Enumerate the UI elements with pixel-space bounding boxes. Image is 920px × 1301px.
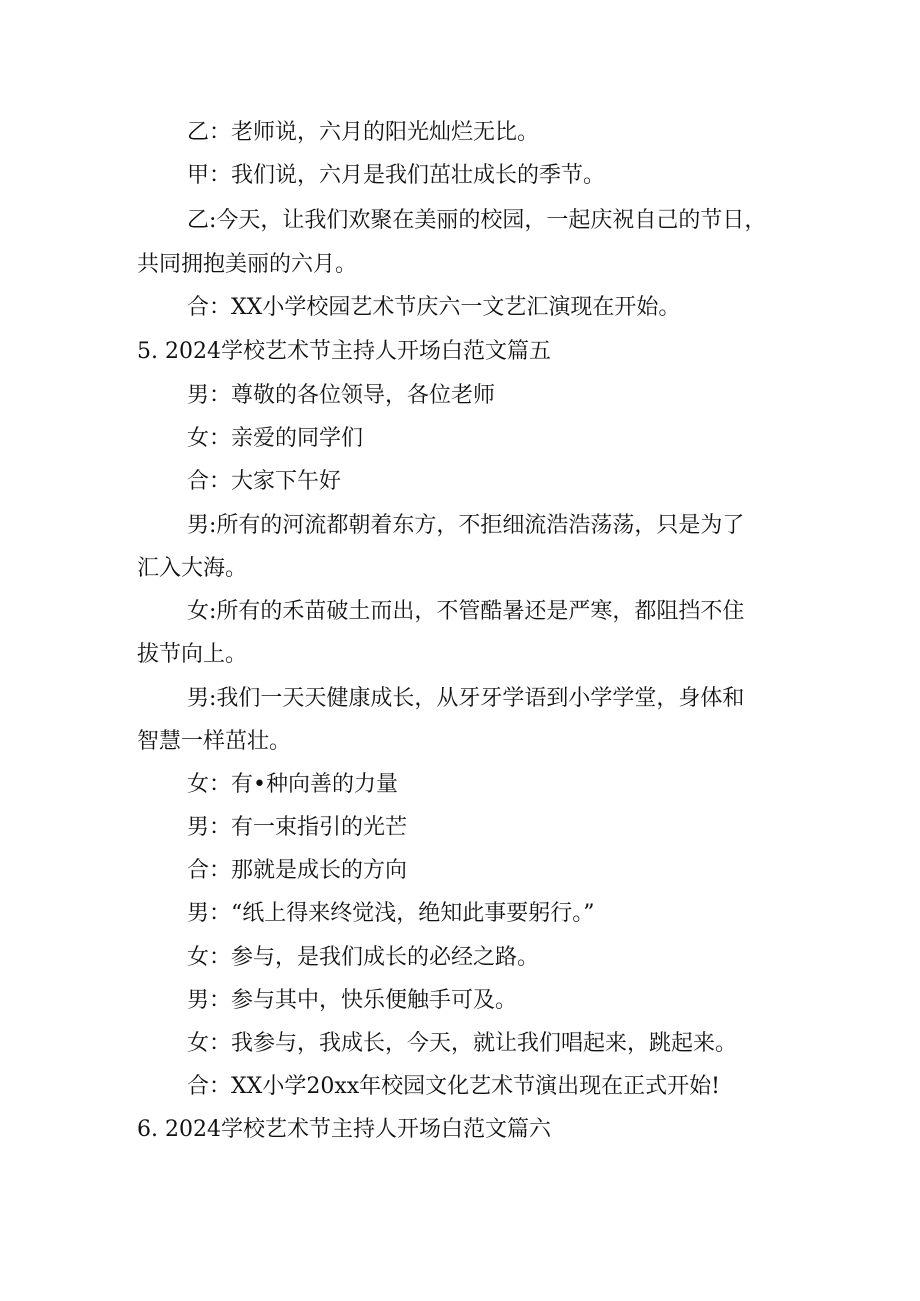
dialogue-line: 甲：我们说，六月是我们茁壮成长的季节。 xyxy=(187,163,606,188)
dialogue-line: 女：亲爱的同学们 xyxy=(187,426,364,451)
dialogue-line: 乙:今天，让我们欢聚在美丽的校园，一起庆祝自己的节日， xyxy=(187,208,767,233)
dialogue-line: 女：参与，是我们成长的必经之路。 xyxy=(187,945,540,970)
dialogue-line: 合：那就是成长的方向 xyxy=(187,858,408,883)
dialogue-line-continued: 共同拥抱美丽的六月。 xyxy=(137,252,358,277)
dialogue-line: 女：有•种向善的力量 xyxy=(187,772,398,797)
section-heading: 5. 2024学校艺术节主持人开场白范文篇五 xyxy=(137,339,551,364)
dialogue-line: 合：XX小学20xx年校园文化艺术节演出现在正式开始! xyxy=(187,1074,720,1099)
dialogue-line: 合：大家下午好 xyxy=(187,469,342,494)
dialogue-line-continued: 汇入大海。 xyxy=(137,556,248,581)
dialogue-line: 女:所有的禾苗破土而出，不管酷暑还是严寒，都阻挡不住 xyxy=(187,599,745,624)
dialogue-line: 男：“纸上得来终觉浅，绝知此事要躬行。” xyxy=(187,901,595,926)
dialogue-line: 男:所有的河流都朝着东方，不拒细流浩浩荡荡，只是为了 xyxy=(187,513,745,538)
dialogue-line: 女：我参与，我成长，今天，就让我们唱起来，跳起来。 xyxy=(187,1031,738,1056)
section-heading: 6. 2024学校艺术节主持人开场白范文篇六 xyxy=(137,1117,551,1142)
dialogue-line-continued: 拔节向上。 xyxy=(137,642,248,667)
dialogue-line: 男：参与其中，快乐便触手可及。 xyxy=(187,988,518,1013)
dialogue-line: 男：有一束指引的光芒 xyxy=(187,815,408,840)
dialogue-line: 合：XX小学校园艺术节庆六一文艺汇演现在开始。 xyxy=(187,295,681,320)
dialogue-line-continued: 智慧一样茁壮。 xyxy=(137,729,292,754)
dialogue-line: 男：尊敬的各位领导，各位老师 xyxy=(187,383,496,408)
dialogue-line: 男:我们一天天健康成长，从牙牙学语到小学学堂，身体和 xyxy=(187,686,745,711)
dialogue-line: 乙：老师说，六月的阳光灿烂无比。 xyxy=(187,120,540,145)
